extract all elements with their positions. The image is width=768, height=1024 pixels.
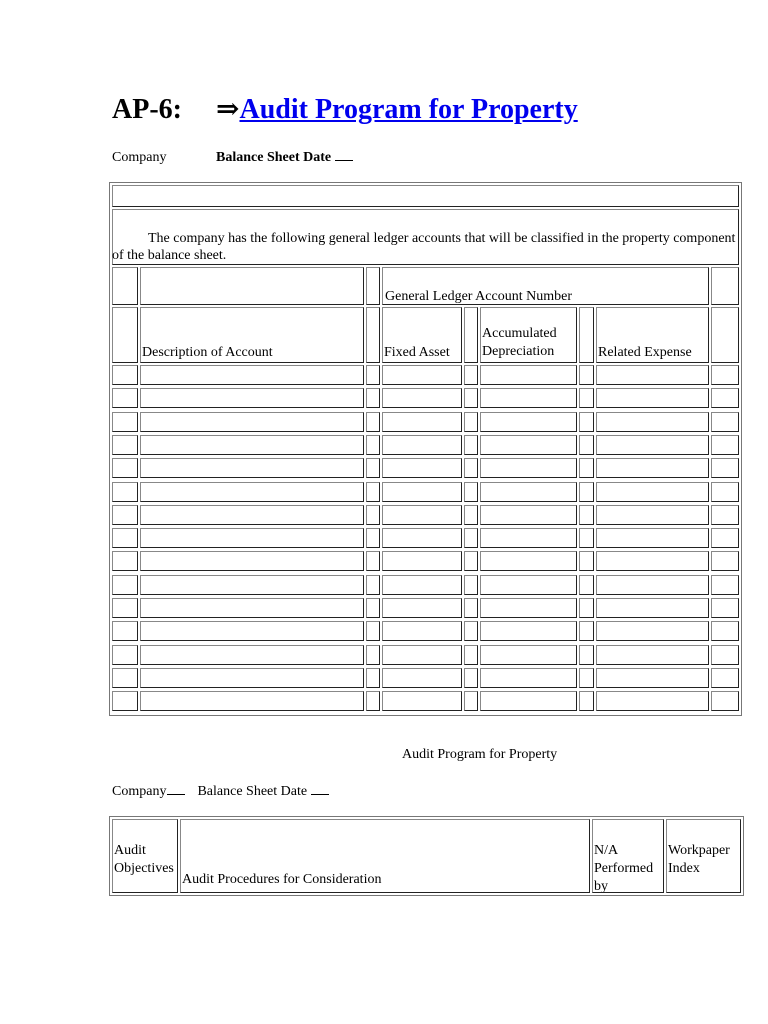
- table-cell: [711, 528, 739, 548]
- table-cell: [112, 365, 138, 385]
- table-cell: [579, 505, 594, 525]
- table-cell: [366, 482, 380, 502]
- table-cell: [480, 505, 577, 525]
- table-cell: [366, 645, 380, 665]
- table-cell: [140, 365, 364, 385]
- table-cell: [711, 551, 739, 571]
- balance-sheet-date-label-2: Balance Sheet Date: [197, 784, 308, 799]
- table-cell: [112, 388, 138, 408]
- table-cell: [366, 598, 380, 618]
- table-cell: [596, 412, 709, 432]
- table-cell: [140, 435, 364, 455]
- table-cell: [112, 691, 138, 711]
- workpaper-index-header: Workpaper Index: [666, 819, 741, 893]
- table-cell: [579, 365, 594, 385]
- intro-text: The company has the following general ledger accounts that will be classified in the property component of the balance sheet.: [112, 231, 736, 263]
- table-cell: [366, 621, 380, 641]
- date-blank-2: [311, 782, 329, 795]
- table-cell: [480, 645, 577, 665]
- table-cell: [112, 621, 138, 641]
- table-cell: [464, 435, 478, 455]
- table-cell: [366, 668, 380, 688]
- table-cell: [596, 482, 709, 502]
- table-cell: [596, 435, 709, 455]
- table-cell: [382, 645, 462, 665]
- table-cell: [596, 645, 709, 665]
- accumulated-depreciation-header: Accumulated Depreciation: [480, 307, 577, 363]
- table-cell: [112, 645, 138, 665]
- table-cell: [711, 598, 739, 618]
- table-cell: [140, 551, 364, 571]
- table-cell: [464, 365, 478, 385]
- table-cell: [112, 412, 138, 432]
- table-cell: [579, 691, 594, 711]
- table-cell: [480, 575, 577, 595]
- table-cell: [382, 668, 462, 688]
- table-cell: [579, 482, 594, 502]
- table-cell: [112, 528, 138, 548]
- table-cell: [464, 505, 478, 525]
- table-cell: [140, 645, 364, 665]
- table-cell: [112, 551, 138, 571]
- table-cell: [711, 388, 739, 408]
- table-cell: [464, 412, 478, 432]
- meta-line-2: [112, 782, 329, 800]
- company-label-2: Company: [112, 784, 167, 799]
- table-cell: [140, 575, 364, 595]
- table-cell: [382, 412, 462, 432]
- table-cell: [140, 598, 364, 618]
- fixed-asset-header: Fixed Asset: [382, 307, 462, 363]
- table-cell: [464, 388, 478, 408]
- table-cell: [480, 598, 577, 618]
- company-blank: [167, 782, 185, 795]
- table-cell: [464, 621, 478, 641]
- table-cell: [579, 668, 594, 688]
- description-header: Description of Account: [140, 307, 364, 363]
- table-cell: [366, 528, 380, 548]
- table-cell: [596, 575, 709, 595]
- table-cell: [711, 365, 739, 385]
- table-cell: [464, 458, 478, 478]
- table-cell: [382, 365, 462, 385]
- table-cell: [382, 435, 462, 455]
- table-cell: [480, 528, 577, 548]
- table-cell: [382, 388, 462, 408]
- table-cell: [366, 551, 380, 571]
- table-cell: [480, 691, 577, 711]
- na-performed-header: N/A Performed by: [592, 819, 664, 893]
- table-cell: [596, 551, 709, 571]
- table-cell: [711, 458, 739, 478]
- table-cell: [480, 365, 577, 385]
- arrow-icon: ⇒: [216, 94, 240, 125]
- table-cell: [464, 551, 478, 571]
- table-cell: [382, 575, 462, 595]
- table-cell: [366, 575, 380, 595]
- audit-objectives-header: Audit Objectives: [112, 819, 178, 893]
- table-cell: [464, 482, 478, 502]
- table-cell: [596, 668, 709, 688]
- table-cell: [366, 691, 380, 711]
- table-cell: [140, 505, 364, 525]
- table-cell: [140, 388, 364, 408]
- table-cell: [382, 551, 462, 571]
- table-cell: [579, 575, 594, 595]
- table-cell: [596, 458, 709, 478]
- table-cell: [464, 598, 478, 618]
- table-cell: [140, 482, 364, 502]
- header-cell: [366, 307, 380, 363]
- date-blank: [335, 148, 353, 161]
- audit-procedures-table: [109, 816, 744, 896]
- table-top-empty-row: [112, 185, 739, 207]
- table-cell: [596, 365, 709, 385]
- table-cell: [464, 528, 478, 548]
- table-cell: [366, 365, 380, 385]
- table-cell: [112, 598, 138, 618]
- table-cell: [711, 412, 739, 432]
- table-cell: [382, 621, 462, 641]
- table-cell: [112, 575, 138, 595]
- table-cell: [382, 458, 462, 478]
- page-heading: [112, 92, 578, 126]
- table-cell: [596, 388, 709, 408]
- table-cell: [382, 598, 462, 618]
- table-cell: [579, 412, 594, 432]
- table-cell: [579, 551, 594, 571]
- table-cell: [711, 645, 739, 665]
- gl-header-text: General Ledger Account Number: [385, 289, 572, 304]
- program-code: AP-6:: [112, 94, 182, 125]
- table-cell: [464, 575, 478, 595]
- table-cell: [480, 621, 577, 641]
- table-cell: [366, 505, 380, 525]
- meta-line-1: [112, 148, 353, 166]
- table-cell: [382, 691, 462, 711]
- table-cell: [711, 621, 739, 641]
- table-cell: [579, 621, 594, 641]
- table-cell: [480, 388, 577, 408]
- table-cell: [140, 668, 364, 688]
- table-cell: [112, 482, 138, 502]
- table-cell: [366, 435, 380, 455]
- table-cell: [112, 668, 138, 688]
- table-cell: [711, 435, 739, 455]
- table-cell: [579, 458, 594, 478]
- table-cell: [366, 412, 380, 432]
- section-2-title: Audit Program for Property: [402, 747, 558, 762]
- table-cell: [480, 482, 577, 502]
- table-cell: [382, 505, 462, 525]
- table-cell: [579, 528, 594, 548]
- table-cell: [596, 505, 709, 525]
- table-cell: [112, 505, 138, 525]
- table-cell: [464, 645, 478, 665]
- table-cell: [140, 412, 364, 432]
- table-cell: [596, 621, 709, 641]
- header-cell: [579, 307, 594, 363]
- table-cell: [140, 691, 364, 711]
- table-cell: [711, 575, 739, 595]
- header-cell: [112, 307, 138, 363]
- table-cell: [711, 482, 739, 502]
- table-cell: [579, 645, 594, 665]
- header-cell: [366, 267, 380, 305]
- table-cell: [480, 551, 577, 571]
- table-cell: [480, 668, 577, 688]
- table-cell: [711, 668, 739, 688]
- header-cell: [711, 267, 739, 305]
- table-cell: [711, 505, 739, 525]
- table-cell: [140, 621, 364, 641]
- table-cell: [480, 458, 577, 478]
- table-cell: [711, 691, 739, 711]
- header-cell: [464, 307, 478, 363]
- table-cell: [382, 528, 462, 548]
- header-cell: [112, 267, 138, 305]
- table-cell: [579, 435, 594, 455]
- header-cell: [140, 267, 364, 305]
- table-cell: [140, 528, 364, 548]
- table-cell: [464, 668, 478, 688]
- header-cell: [711, 307, 739, 363]
- table-cell: [366, 388, 380, 408]
- related-expense-header: Related Expense: [596, 307, 709, 363]
- table-cell: [480, 412, 577, 432]
- table-cell: [596, 598, 709, 618]
- program-title-link[interactable]: Audit Program for Property: [239, 94, 578, 125]
- balance-sheet-date-label: Balance Sheet Date: [216, 150, 332, 165]
- accounts-table: [109, 182, 742, 716]
- company-label: Company: [112, 150, 167, 165]
- table-cell: [480, 435, 577, 455]
- table-cell: [464, 691, 478, 711]
- table-cell: [596, 528, 709, 548]
- gl-header-cell: [382, 267, 709, 305]
- table-cell: [382, 482, 462, 502]
- audit-procedures-header: Audit Procedures for Consideration: [180, 819, 590, 893]
- table-cell: [579, 598, 594, 618]
- table-cell: [112, 435, 138, 455]
- table-cell: [112, 458, 138, 478]
- table-cell: [579, 388, 594, 408]
- table-cell: [596, 691, 709, 711]
- table-cell: [366, 458, 380, 478]
- table-cell: [140, 458, 364, 478]
